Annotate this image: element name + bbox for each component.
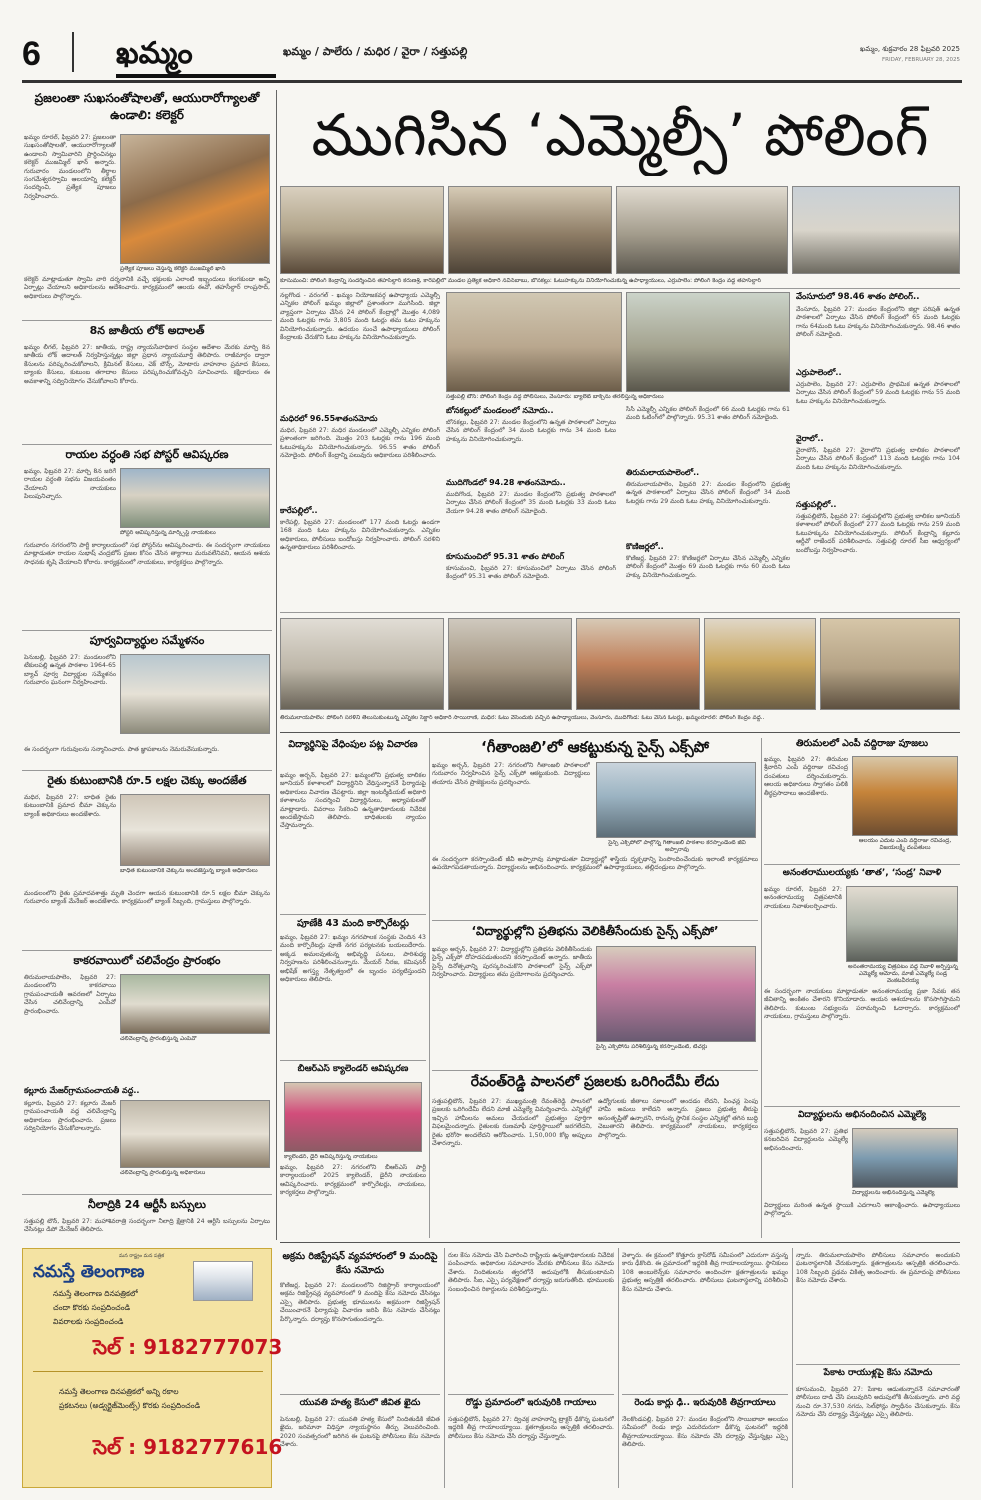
photo-caption: చలివేంద్రాన్ని ప్రారంభిస్తున్న అధికారులు (120, 1170, 206, 1176)
ad-line: ప్రకటనలు (అడ్వర్టైజ్‌మెంట్స్) కొరకు సంప్రదించండి (59, 1401, 201, 1410)
lead-subheadline: కారేపల్లిలో.. (280, 506, 318, 515)
story-headline: అక్రమ రిజిస్ట్రేషన్ వ్యవహారంలో 9 మందిపై కేసు నమోదు (282, 1251, 438, 1276)
polling-photo (448, 618, 572, 710)
polling-photo (626, 292, 790, 392)
lead-subheadline: ముదిగొండలో 94.28 శాతంనమోదు.. (446, 478, 566, 487)
story-body: పెనుబల్లి, ఫిబ్రవరి 27: మండలంలోని టేకులపల్లి ఉన్నత పాఠశాల 1964-65 బ్యాచ్ పూర్వ విద్యార్థుల సమ్మేళనం గురువారం ఘనంగా నిర్వహించారు. (24, 654, 116, 687)
photo-caption: పోస్టర్ ఆవిష్కరిస్తున్న మార్క్సిస్ట్ నాయకులు (120, 530, 216, 536)
lead-body: కారేపల్లి, ఫిబ్రవరి 27: మండలంలో 177 మంది ఓటర్లు ఉండగా 168 మంది ఓటు హక్కును వినియోగించుకున్నారు. ఎన్నికల అధికారులు, పోలీసులు బందోబస్తు నిర్వహించారు. పోలింగ్ సరళిని ఉన్నతాధికారులు పరిశీలించారు. (280, 519, 440, 552)
cheque-photo (120, 794, 270, 866)
section-title-underline (116, 74, 276, 78)
story-body: వెళ్ళారు. ఈ క్రమంలో కొత్తూరు క్రాస్‌రోడ్ సమీపంలో ఎదురుగా వస్తున్న కారు ఢీకొంది. ఈ ప్రమాదంలో ఇద్దరికి తీవ్ర గాయాలయ్యాయి. స్థానికులు 108 అంబులెన్స్‌కు సమాచారం అందించగా క్షతగాత్రులను ఖమ్మం ప్రభుత్వ ఆస్పత్రికి తరలించారు. పోలీసులు ఘటనాస్థలాన్ని పరిశీలించి కేసు నమోదు చేశారు. (622, 1252, 788, 1293)
middle-lower-column (280, 738, 426, 1238)
story-headline: రేవంత్‌రెడ్డి పాలనలో ప్రజలకు ఒరిగిందేమీ లేదు (470, 1074, 720, 1090)
photo-caption: క్యాలెండర్, డైరీ ఆవిష్కరిస్తున్న నాయకులు (284, 1154, 378, 1160)
lead-subheadline: కూసుమంచిలో 95.31 శాతం పోలింగ్ (446, 552, 565, 561)
poster-photo (120, 468, 270, 528)
date-en: FRIDAY, FEBRUARY 28, 2025 (881, 57, 960, 63)
lead-body: కూసుమంచి, ఫిబ్రవరి 27: కూసుమంచిలో ఏర్పాటు చేసిన పోలింగ్ కేంద్రంలో 95.31 శాతం పోలింగ్ నమోదైంది. (446, 565, 616, 581)
story-body: మధిర, ఫిబ్రవరి 27: బాధిత రైతు కుటుంబానికి ప్రమాద బీమా చెక్కును బ్యాంక్ అధికారులు అందజేశారు. (24, 794, 116, 818)
story-headline: పూణేకి 43 మంది కార్పొరేటర్లు (297, 918, 409, 929)
chalivendram-photo (120, 974, 270, 1034)
center-lower-column (432, 738, 758, 1238)
lead-subheadline: కొణిజర్లలో.. (626, 542, 664, 551)
calendar-photo (284, 1082, 422, 1152)
story-body: ఖమ్మం అర్బన్, ఫిబ్రవరి 27: ఖమ్మంలోని ప్రభుత్వ బాలికల జూనియర్ కళాశాలలో విద్యార్థినిని వేధిస్తున్నారనే ఫిర్యాదుపై అధికారులు విచారణ చేపట్టారు. జిల్లా ఇంటర్మీడియట్ అధికారి కళాశాలను సందర్శించి విద్యార్థినులు, అధ్యాపకులతో మాట్లాడారు. వివరాలు సేకరించి ఉన్నతాధికారులకు నివేదిక అందజేస్తామని తెలిపారు. బాధితులకు న్యాయం చేస్తామన్నారు. (280, 772, 426, 830)
story-body: ఈ సందర్భంగా నాయకులు మాట్లాడుతూ అనంతరామయ్య ప్రజా సేవకు తన జీవితాన్ని అంకితం చేశారని కొనియాడారు. ఆయన ఆశయాలను కొనసాగిస్తామని తెలిపారు. కుటుంబ సభ్యులను పరామర్శించి ఓదార్చారు. కార్యక్రమంలో నాయకులు, గ్రామస్తులు పాల్గొన్నారు. (764, 988, 960, 1021)
story-headline: తిరుమలలో ఎంపీ వద్దిరాజు పూజలు (795, 738, 929, 749)
science-expo-photo (596, 762, 756, 838)
story-headline: రాయల వర్ధంతి సభ పోస్టర్ ఆవిష్కరణ (65, 448, 229, 461)
temple-photo (852, 756, 958, 836)
alumni-photo (120, 654, 270, 734)
lead-subheadline: బోనకల్లులో మండలంలో నమోదు.. (446, 406, 554, 415)
story-body: నేలకొండపల్లి, ఫిబ్రవరి 27: మండల కేంద్రంలోని సాయిబాబా ఆలయం సమీపంలో రెండు కార్లు ఎదురెదురుగా ఢీకొన్న ఘటనలో ఇద్దరికి తీవ్రగాయాలయ్యాయి. కేసు నమోదు చేసి దర్యాప్తు చేస్తున్నట్లు ఎస్సై తెలిపారు. (622, 1416, 788, 1449)
story-headline: 8న జాతీయ లోక్ అదాలత్ (89, 324, 205, 337)
lead-body: ముదిగొండ, ఫిబ్రవరి 27: మండల కేంద్రంలోని ప్రభుత్వ పాఠశాలలో ఏర్పాటు చేసిన పోలింగ్ కేంద్రంలో 35 మంది ఓటర్లకు 33 మంది ఓటు వేయగా 94.28 శాతం పోలింగ్ నమోదైంది. (446, 491, 616, 515)
bottom-strip (280, 1248, 960, 1488)
story-body: ఉద్యోగులకు జీతాలు సకాలంలో అందడం లేదని, పింఛన్ల పెంపు హామీ అమలు కాలేదని అన్నారు. ప్రజలు ప్రభుత్వ తీరుపై అసంతృప్తితో ఉన్నారని, రానున్న స్థానిక సంస్థల ఎన్నికల్లో తగిన బుద్ధి చెబుతారని తెలిపారు. కార్యక్రమంలో నాయకులు, కార్యకర్తలు పాల్గొన్నారు. (598, 1098, 758, 1139)
subscription-ad (22, 1248, 283, 1488)
lead-subheadline: మధిరలో 96.55శాతంనమోదు (280, 414, 378, 423)
polling-photo (576, 618, 700, 710)
lead-headline: ముగిసిన ‘ఎమ్మెల్సీ’ పోలింగ్ (311, 101, 929, 169)
tribute-photo (846, 886, 958, 962)
science-expo-photo (596, 946, 756, 1042)
polling-photo (446, 292, 622, 392)
story-body: విద్యార్థులు మరింత ఉన్నత స్థాయికి ఎదగాలని ఆకాంక్షించారు. ఉపాధ్యాయులు పాల్గొన్నారు. (764, 1202, 960, 1218)
story-headline: రెండు కార్లు ఢీ.. ఇరువురికి తీవ్రగాయాలు (634, 1398, 776, 1408)
story-body: ఖమ్మం, ఫిబ్రవరి 27: తిరుమల శ్రీవారిని ఎంపీ వద్దిరాజు రవిచంద్ర దంపతులు దర్శించుకున్నారు. ఆలయ అధికారులు స్వాగతం పలికి తీర్థప్రసాదాలు అందజేశారు. (764, 756, 848, 797)
story-body: మండలంలోని రైతు ప్రమాదవశాత్తు మృతి చెందగా ఆయన కుటుంబానికి రూ.5 లక్షల బీమా చెక్కును గురువారం బ్యాంక్ మేనేజర్ అందజేశారు. కార్యక్రమంలో బ్యాంక్ సిబ్బంది, గ్రామస్తులు పాల్గొన్నారు. (24, 890, 270, 906)
story-headline: విద్యార్థులను అభినందించిన ఎమ్మెల్యే (797, 1110, 927, 1120)
ad-line: చందా కొరకు సంప్రదించండి (53, 1303, 131, 1312)
story-body: సత్తుపల్లి టౌన్, ఫిబ్రవరి 27: మహాశివరాత్రి సందర్భంగా నీలాద్రి క్షేత్రానికి 24 ఆర్టీసీ బస్సులను ఏర్పాటు చేసినట్లు డిపో మేనేజర్ తెలిపారు. (24, 1218, 270, 1234)
polling-photo (704, 618, 816, 710)
story-headline: ప్రజలంతా సుఖసంతోషాలతో, ఆయురారోగ్యాలతో ఉండాలి: కలెక్టర్ (34, 91, 260, 122)
story-body: సత్తుపల్లిటౌన్, ఫిబ్రవరి 27: ముఖ్యమంత్రి రేవంత్‌రెడ్డి పాలనలో ప్రజలకు ఒరిగిందేమీ లేదని మాజీ ఎమ్మెల్యే విమర్శించారు. ఎన్నికల్లో ఇచ్చిన హామీలను అమలు చేయడంలో ప్రభుత్వం పూర్తిగా విఫలమైందన్నారు. రైతులకు రుణమాఫీ పూర్తిస్థాయిలో జరగలేదని, రైతు భరోసా అందలేదని ఆరోపించారు. 1,50,000 కోట్ల అప్పులు చేశారన్నారు. (432, 1098, 592, 1148)
lead-subheadline: వైరాలో.. (796, 434, 824, 443)
polling-photo (792, 186, 960, 274)
story-body: పెనుబల్లి, ఫిబ్రవరి 27: యువతి హత్య కేసులో నిందితుడికి జీవిత ఖైదు, జరిమానా విధిస్తూ న్యాయస్థానం తీర్పు వెలువరించింది. 2020 సంవత్సరంలో జరిగిన ఈ ఘటనపై పోలీసులు కేసు నమోదు చేశారు. (280, 1416, 440, 1449)
students-photo (852, 1128, 958, 1188)
story-headline: పూర్వవిద్యార్థుల సమ్మేళనం (89, 634, 205, 647)
section-title: ఖమ్మం (116, 36, 193, 71)
story-body: ఖమ్మం అర్బన్, ఫిబ్రవరి 27: నగరంలోని గీతాంజలి పాఠశాలలో గురువారం నిర్వహించిన సైన్స్ ఎక్స్‌పో ఆకట్టుకుంది. విద్యార్థులు తయారు చేసిన ప్రాజెక్టులను ప్రదర్శించారు. (432, 762, 590, 786)
story-body: ఈ సందర్భంగా గురువులను సన్మానించారు. పాత జ్ఞాపకాలను నెమరువేసుకున్నారు. (24, 746, 220, 753)
photo-caption: సత్తుపల్లి టౌన్: పోలింగ్ కేంద్రం వద్ద పోలీసులు, వేంసూరు: బ్యాలెట్ బాక్స్‌ను తరలిస్తున్న అధికారులు (446, 394, 664, 400)
collector-photo (120, 134, 270, 264)
lead-body: మధిర, ఫిబ్రవరి 27: మధిర మండలంలో ఎమ్మెల్సీ ఎన్నికల పోలింగ్ ప్రశాంతంగా జరిగింది. మొత్తం 203 ఓటర్లకు గాను 196 మంది ఓటుహక్కును వినియోగించుకున్నారు. 96.55 శాతం పోలింగ్ నమోదైంది. పోలింగ్ కేంద్రాన్ని పలువురు అధికారులు పరిశీలించారు. (280, 427, 440, 460)
lead-body: ఎర్రుపాలెం, ఫిబ్రవరి 27: ఎర్రుపాలెం ప్రాథమిక ఉన్నత పాఠశాలలో ఏర్పాటు చేసిన పోలింగ్ కేంద్రంలో 59 మంది ఓటర్లకు గాను 55 మంది ఓటు హక్కును వినియోగించుకున్నారు. (796, 381, 960, 405)
ad-divider (33, 1371, 263, 1372)
lead-subheadline: ఎర్రుపాలెంలో.. (796, 368, 842, 377)
lead-body: నల్లగొండ - వరంగల్ - ఖమ్మం నియోజకవర్గ ఉపాధ్యాయ ఎమ్మెల్సీ ఎన్నికల పోలింగ్ ఖమ్మం జిల్లాలో ప్రశాంతంగా ముగిసింది. జిల్లా వ్యాప్తంగా ఏర్పాటు చేసిన 24 పోలింగ్ కేంద్రాల్లో మొత్తం 4,089 మంది ఓటర్లకు గాను 3,805 మంది ఓటర్లు తమ ఓటు హక్కును వినియోగించుకున్నారు. ఉదయం నుంచే ఉపాధ్యాయులు పోలింగ్ కేంద్రాలకు చేరుకొని ఓటు హక్కును వినియోగించుకున్నారు. (280, 292, 440, 342)
lead-body: సీసీ ఎమ్మెల్సీ ఎన్నికల పోలింగ్ కేంద్రంలో 66 మంది ఓటర్లకు గాను 61 మంది ఓటింగ్‌లో పాల్గొన్నారు. 95.31 శాతం పోలింగ్ నమోదైంది. (626, 406, 790, 422)
right-lower-column (764, 738, 960, 1238)
lead-subheadline: వేంసూరులో 98.46 శాతం పోలింగ్.. (796, 292, 920, 302)
story-body: న్నారు. తిరుమలాయపాలెం పోలీసులు సమాచారం అందుకుని ఘటనాస్థలానికి చేరుకున్నారు. క్షతగాత్రులను ఆస్పత్రికి తరలించారు. 108 సిబ్బంది ప్రథమ చికిత్స అందించారు. ఈ ప్రమాదంపై పోలీసులు కేసు నమోదు చేశారు. (796, 1252, 960, 1285)
story-body: ఖమ్మం రూరల్, ఫిబ్రవరి 27: అనంతరామయ్య చిత్రపటానికి నాయకులు నివాళులర్పించారు. (764, 886, 842, 910)
photo-caption: సైన్స్ ఎక్స్‌పోలో పాల్గొన్న గీతాంజలి పాఠశాల కరస్పాండెంట్ జీవీ అప్పారావు (608, 840, 746, 853)
ad-line: నమస్తే తెలంగాణ దినపత్రికలో అన్ని రకాల (59, 1387, 179, 1396)
polling-photo (448, 186, 612, 274)
ad-line: వివరాలకు సంప్రదించండి (53, 1317, 124, 1326)
story-headline: విద్యార్థినిపై వేధింపుల పట్ల విచారణ (288, 739, 418, 750)
lead-body: తిరుమలాయపాలెం, ఫిబ్రవరి 27: మండల కేంద్రంలోని ప్రభుత్వ ఉన్నత పాఠశాలలో ఏర్పాటు చేసిన పోలింగ్ కేంద్రంలో 34 మంది ఓటర్లకు గాను 29 మంది ఓటు హక్కు వినియోగించుకున్నారు. (626, 481, 790, 505)
places-bar: ఖమ్మం / పాలేరు / మధిర / వైరా / సత్తుపల్లి (283, 45, 468, 58)
date-te: ఖమ్మం, శుక్రవారం 28 ఫిబ్రవరి 2025 (859, 45, 960, 53)
story-body: కలెక్టర్ మాట్లాడుతూ స్వామి వారి దర్శనానికి వచ్చే భక్తులకు ఎలాంటి ఇబ్బందులు కలగకుండా అన్ని ఏర్పాట్లు చేయాలని అధికారులను ఆదేశించారు. కార్యక్రమంలో ఆలయ ఈవో, తహసీల్దార్ రాంప్రసాద్, అధికారులు పాల్గొన్నారు. (24, 276, 270, 300)
story-headline: అనంతరాములయ్యకు ‘తాత’, ‘సండ్ర’ నివాళి (782, 868, 942, 878)
story-subheadline: కల్లూరు మేజర్‌గ్రామపంచాయతీ వద్ద.. (24, 1086, 140, 1095)
photo-caption: కూసుమంచి: పోలింగ్ కేంద్రాన్ని సందర్శించిన తహసీల్దార్ కరుణశ్రీ, కారేపల్లిలో మండల ప్రత్యేక అధికారి నవీన్‌బాబు, బోనకల్లు: ఓటుహక్కును వినియోగించుకున్న ఉపాధ్యాయులు, ఎర్రుపాలెం: పోలింగ్ కేంద్రం వద్ద తహసీల్దార్ (280, 278, 762, 284)
story-headline: రైతు కుటుంబానికి రూ.5 లక్షల చెక్కు అందజేత (47, 774, 247, 787)
polling-photo (616, 186, 788, 274)
ad-phone-1: సెల్ : 9182777073 (93, 1335, 283, 1359)
ad-masthead-small: మన రాష్ట్రం మన పత్రిక (119, 1253, 165, 1259)
story-body: కూసుమంచి, ఫిబ్రవరి 27: పేకాట ఆడుతున్నారనే సమాచారంతో పోలీసులు దాడి చేసి పలువురిని అదుపులోకి తీసుకున్నారు. వారి వద్ద నుంచి రూ.37,530 నగదు, సెల్‌ఫోన్లు స్వాధీనం చేసుకున్నారు. కేసు నమోదు చేసి దర్యాప్తు చేస్తున్నట్లు ఎస్సై తెలిపారు. (796, 1386, 960, 1419)
story-body: ఖమ్మం, ఫిబ్రవరి 27: మార్చి 8న జరిగే రాయల వర్ధంతి సభను విజయవంతం చేయాలని నాయకులు పిలుపునిచ్చారు. (24, 468, 116, 501)
photo-caption: విద్యార్థులను అభినందిస్తున్న ఎమ్మెల్యే (852, 1190, 935, 1196)
polling-photo (280, 186, 444, 274)
story-body: సత్తుపల్లిటౌన్, ఫిబ్రవరి 27: ద్విచక్ర వాహనాన్ని ట్రాక్టర్ ఢీకొన్న ఘటనలో ఇద్దరికి తీవ్ర గాయాలయ్యాయి. క్షతగాత్రులను ఆస్పత్రికి తరలించారు. పోలీసులు కేసు నమోదు చేసి దర్యాప్తు చేస్తున్నారు. (448, 1416, 614, 1440)
lead-body: బోనకల్లు, ఫిబ్రవరి 27: మండల కేంద్రంలోని ఉన్నత పాఠశాలలో ఏర్పాటు చేసిన పోలింగ్ కేంద్రంలో 34 మంది ఓటర్లకు గాను 34 మంది ఓటు హక్కును వినియోగించుకున్నారు. (446, 419, 616, 443)
lead-body: వైరాటౌన్, ఫిబ్రవరి 27: వైరాలోని ప్రభుత్వ బాలికల పాఠశాలలో ఏర్పాటు చేసిన పోలింగ్ కేంద్రంలో 113 మంది ఓటర్లకు గాను 104 మంది ఓటు హక్కును వినియోగించుకున్నారు. (796, 447, 960, 471)
polling-photo (280, 618, 444, 710)
story-headline: రోడ్డు ప్రమాదంలో ఇరువురికి గాయాలు (465, 1398, 597, 1408)
ad-brand: నమస్తే తెలంగాణ (33, 1262, 145, 1282)
story-body: రుల కేసు నమోదు చేసి విచారించి రాష్ట్రీయ ఉన్నతాధికారులకు నివేదిక పంపించారు. అధికారుల సమాచారం మేరకు పోలీసులు కేసు నమోదు చేశారు. నిందితులను త్వరలోనే అదుపులోకి తీసుకుంటామని తెలిపారు. సీఐ, ఎస్సై పర్యవేక్షణలో దర్యాప్తు జరుగుతోంది. భూములకు సంబంధించిన రికార్డులను పరిశీలిస్తున్నారు. (448, 1252, 614, 1293)
photo-caption: అనంతరామయ్య చిత్రపటం వద్ద నివాళి అర్పిస్తున్న ఎమ్మెల్యే ఆమోదు, మాజీ ఎమ్మెల్యే సండ్ర వెంకటవీరయ్య (848, 964, 958, 984)
lead-subheadline: సత్తుపల్లిలో.. (796, 500, 837, 509)
story-headline: పేకాట రాయుళ్లపై కేసు నమోదు (823, 1368, 933, 1378)
photo-caption: ప్రత్యేక పూజలు చేస్తున్న కలెక్టర్ ముజమ్మిల్ ఖాన్ (120, 266, 226, 272)
ad-phone-2: సెల్ : 9182777616 (93, 1435, 283, 1459)
lead-story (280, 90, 960, 730)
photo-caption: చలివేంద్రాన్ని ప్రారంభిస్తున్న ఎంపీవో (120, 1036, 197, 1042)
story-body: గురువారం నగరంలోని పార్టీ కార్యాలయంలో సభ పోస్టర్‌ను ఆవిష్కరించారు. ఈ సందర్భంగా నాయకులు మాట్లాడుతూ రాయల సుభాష్ చంద్రబోస్ ప్రజల కోసం చేసిన త్యాగాలు మరువలేనివని, ఆయన ఆశయ సాధనకు కృషి చేయాలని కోరారు. కార్యక్రమంలో నాయకులు, కార్యకర్తలు పాల్గొన్నారు. (24, 542, 270, 566)
story-body: ఖమ్మం లీగల్, ఫిబ్రవరి 27: జాతీయ, రాష్ట్ర న్యాయసేవాధికార సంస్థల ఆదేశాల మేరకు మార్చి 8న జాతీయ లోక్ అదాలత్ నిర్వహిస్తున్నట్లు జిల్లా ప్రధాన న్యాయమూర్తి తెలిపారు. రాజీమార్గం ద్వారా కేసులను పరిష్కరించుకోవాలని, క్రిమినల్ కేసులు, చెక్ బౌన్స్, మోటారు వాహనాల ప్రమాద కేసులు, బ్యాంకు కేసులు, కుటుంబ తగాదాల కేసులు పరిష్కరించుకోవచ్చని సూచించారు. కక్షిదారులు ఈ అవకాశాన్ని సద్వినియోగం చేసుకోవాలని కోరారు. (24, 344, 270, 385)
story-body: తిరుమలాయపాలెం, ఫిబ్రవరి 27: మండలంలోని కాకరవాయి గ్రామపంచాయతీ ఆవరణలో ఏర్పాటు చేసిన చలివేంద్రాన్ని ఎంపీవో ప్రారంభించారు. (24, 974, 116, 1015)
photo-caption: బాధిత కుటుంబానికి చెక్కును అందజేస్తున్న బ్యాంక్ అధికారులు (120, 868, 258, 874)
lead-subheadline: తిరుమలాయపాలెంలో.. (626, 468, 700, 477)
story-body: ఖమ్మం రూరల్, ఫిబ్రవరి 27: ప్రజలంతా సుఖసంతోషాలతో, ఆయురారోగ్యాలతో ఉండాలని స్వామివారిని ప్రార్థించినట్లు కలెక్టర్ ముజమ్మిల్ ఖాన్ అన్నారు. గురువారం మండలంలోని తీర్థాల సంగమేశ్వరస్వామి ఆలయాన్ని కలెక్టర్ సందర్శించి, ప్రత్యేక పూజలు నిర్వహించారు. (24, 134, 116, 200)
story-body: కల్లూరు, ఫిబ్రవరి 27: కల్లూరు మేజర్ గ్రామపంచాయతీ వద్ద చలివేంద్రాన్ని అధికారులు ప్రారంభించారు. ప్రజలు సద్వినియోగం చేసుకోవాలన్నారు. (24, 1100, 116, 1133)
ad-line: నమస్తే తెలంగాణ దినపత్రికలో (53, 1289, 138, 1298)
story-body: ఈ సందర్భంగా కరస్పాండెంట్ జీవీ అప్పారావు మాట్లాడుతూ విద్యార్థుల్లో శాస్త్రీయ దృక్పథాన్ని పెంపొందించేందుకు ఇలాంటి కార్యక్రమాలు ఉపయోగపడతాయన్నారు. విద్యార్థులను అభినందించారు. కార్యక్రమంలో ఉపాధ్యాయులు, తల్లిదండ్రులు పాల్గొన్నారు. (432, 856, 758, 872)
left-column (22, 90, 272, 1240)
lead-body: వేంసూరు, ఫిబ్రవరి 27: మండల కేంద్రంలోని జిల్లా పరిషత్ ఉన్నత పాఠశాలలో ఏర్పాటు చేసిన పోలింగ్ కేంద్రంలో 65 మంది ఓటర్లకు గాను 64మంది ఓటు హక్కును వినియోగించుకున్నారు. 98.46 శాతం పోలింగ్ నమోదైంది. (796, 306, 960, 339)
photo-caption: ఆలయం ఎదుట ఎంపీ వద్దిరాజు రవిచంద్ర, విజయలక్ష్మీ దంపతులు (858, 838, 952, 851)
story-headline: ‘విద్యార్థుల్లోని ప్రతిభను వెలికితీసేందుకు సైన్స్ ఎక్స్‌పో’ (471, 924, 719, 938)
story-headline: కాకరవాయిలో చలివేంద్రం ప్రారంభం (73, 954, 221, 967)
chalivendram-photo-2 (120, 1100, 270, 1168)
story-headline: బీఆర్ఎస్ క్యాలెండర్ ఆవిష్కరణ (297, 1064, 409, 1074)
polling-photo (820, 618, 960, 710)
story-headline: యువతి హత్య కేసులో జీవిత ఖైదు (299, 1398, 421, 1408)
lead-body: కొణిజర్ల, ఫిబ్రవరి 27: కొణిజర్లలో ఏర్పాటు చేసిన ఎమ్మెల్సీ ఎన్నికల పోలింగ్ కేంద్రంలో మొత్తం 69 మంది ఓటర్లకు గాను 60 మంది ఓటు హక్కు వినియోగించుకున్నారు. (626, 555, 790, 579)
story-body: కొణిజర్ల, ఫిబ్రవరి 27: మండలంలోని రిజిస్ట్రార్ కార్యాలయంలో అక్రమ రిజిస్ట్రేషన్ల వ్యవహారంలో 9 మందిపై కేసు నమోదు చేసినట్లు ఎస్సై తెలిపారు. ప్రభుత్వ భూములను అక్రమంగా రిజిస్ట్రేషన్ చేయించారనే ఫిర్యాదుపై విచారణ జరిపి కేసు నమోదు చేసినట్లు పేర్కొన్నారు. దర్యాప్తు కొనసాగుతుందన్నారు. (280, 1282, 440, 1323)
lead-body: సత్తుపల్లిటౌన్, ఫిబ్రవరి 27: సత్తుపల్లిలోని ప్రభుత్వ బాలికల జూనియర్ కళాశాలలో పోలింగ్ కేంద్రంలో 277 మంది ఓటర్లకు గాను 259 మంది ఓటుహక్కును వినియోగించుకున్నారు. పోలింగ్ కేంద్రాన్ని కల్లూరు ఆర్డీవో రాజేందర్ పరిశీలించారు. సత్తుపల్లి రూరల్ సీఐ ఆధ్వర్యంలో బందోబస్తు నిర్వహించారు. (796, 513, 960, 554)
story-body: ఖమ్మం, ఫిబ్రవరి 27: ఖమ్మం నగరపాలక సంస్థకు చెందిన 43 మంది కార్పొరేటర్లు పూణే నగర పర్యటనకు బయలుదేరారు. అక్కడ అమలవుతున్న అభివృద్ధి పనులు, పారిశుధ్య నిర్వహణను పరిశీలించనున్నారు. మేయర్ నీరజ, కమిషనర్ అభిషేక్ అగస్త్య నేతృత్వంలో ఈ బృందం పర్యటిస్తుందని అధికారులు తెలిపారు. (280, 934, 426, 984)
photo-caption: సైన్స్ ఎక్స్‌పోను పరిశీలిస్తున్న కరస్పాండెంట్, టీచర్లు (596, 1044, 708, 1050)
story-body: సత్తుపల్లిటౌన్, ఫిబ్రవరి 27: ప్రతిభ కనబరిచిన విద్యార్థులను ఎమ్మెల్యే అభినందించారు. (764, 1128, 848, 1152)
story-headline: ‘గీతాంజలి’లో ఆకట్టుకున్న సైన్స్ ఎక్స్‌పో (481, 738, 709, 756)
page-number: 6 (22, 35, 41, 73)
story-headline: నీలాద్రికి 24 ఆర్టీసీ బస్సులు (88, 1198, 206, 1211)
story-body: ఖమ్మం అర్బన్, ఫిబ్రవరి 27: విద్యార్థుల్లోని ప్రతిభను వెలికితీసేందుకు సైన్స్ ఎక్స్‌పో దోహదపడుతుందని కరస్పాండెంట్ అన్నారు. జాతీయ సైన్స్ దినోత్సవాన్ని పురస్కరించుకొని పాఠశాలలో సైన్స్ ఎక్స్‌పో నిర్వహించారు. విద్యార్థులు తమ ప్రయోగాలను ప్రదర్శించారు. (432, 946, 592, 979)
photo-caption: తిరుమలాయపాలెం: పోలింగ్ సరళిని తెలుసుకుంటున్న ఎన్నికల సెక్టార్ అధికారి సాయిరాణి, మధిర: ఓటు వేసేందుకు వచ్చిన ఉపాధ్యాయులు, వేంసూరు, ముదిగొండ: ఓటు వేసిన ఓటర్లు, ఖమ్మంరూరల్: పోలింగ్ కేంద్రం వద్ద.. (280, 715, 765, 721)
story-body: ఖమ్మం, ఫిబ్రవరి 27: నగరంలోని బీఆర్ఎస్ పార్టీ కార్యాలయంలో 2025 క్యాలెండర్, డైరీని నాయకులు ఆవిష్కరించారు. కార్యక్రమంలో కార్పొరేటర్లు, నాయకులు, కార్యకర్తలు పాల్గొన్నారు. (280, 1164, 426, 1197)
